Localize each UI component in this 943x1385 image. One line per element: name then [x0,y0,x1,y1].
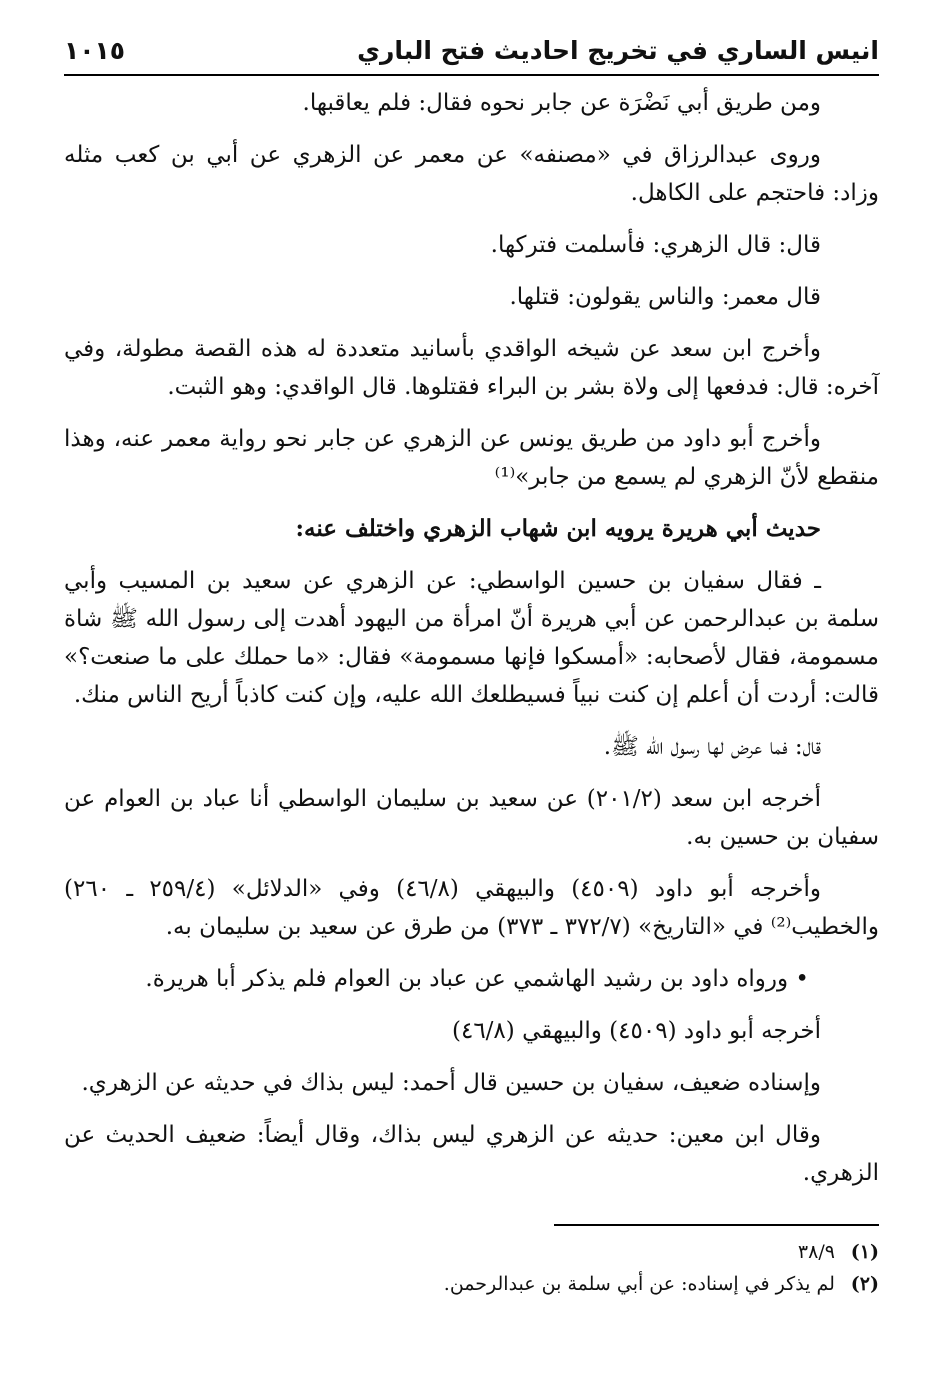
footnote [64,1268,879,1300]
paragraph: أخرجه أبو داود (٤٥٠٩) والبيهقي (٤٦/٨) [451,1018,821,1044]
bullet-paragraph: • ورواه داود بن رشيد الهاشمي عن عباد بن العوام فلم يذكر أبا هريرة. [145,966,809,992]
footnote-mark: (١) [850,1241,879,1263]
paragraph: أخرجه ابن سعد (٢٠١/٢) عن سعيد بن سليمان الواسطي أنا عباد بن العوام عن سفيان بن حسين به. [64,786,879,850]
footnote [64,1236,879,1268]
book-page [64,30,879,1360]
paragraph: وإسناده ضعيف، سفيان بن حسين قال أحمد: ليس بذاك في حديثه عن الزهري. [81,1070,821,1096]
footnote-text: لم يذكر في إسناده: عن أبي سلمة بن عبدالرحمن. [443,1273,835,1295]
paragraph: قال: فما عرض لها رسول الله ﷺ. [603,734,821,760]
main-text [64,84,879,1192]
section-heading: حديث أبي هريرة يرويه ابن شهاب الزهري واختلف عنه: [295,515,821,542]
paragraph: قال: قال الزهري: فأسلمت فتركها. [490,232,821,258]
page-number: ١٠١٥ [64,36,126,65]
footnote-text: ٣٨/٩ [797,1241,835,1263]
paragraph: وأخرجه أبو داود (٤٥٠٩) والبيهقي (٤٦/٨) وفي «الدلائل» (٢٥٩/٤ ـ ٢٦٠) والخطيب⁽²⁾ في «التاريخ» (٣٧٢/٧ ـ ٣٧٣) من طرق عن سعيد بن سليمان به. [64,876,879,940]
page-header [64,30,879,78]
header-rule [64,74,879,76]
footnote-rule [554,1224,879,1226]
paragraph: قال معمر: والناس يقولون: قتلها. [509,284,821,310]
running-title: انيس الساري في تخريج احاديث فتح الباري [357,36,879,65]
footnotes [64,1236,879,1300]
paragraph: وأخرج أبو داود من طريق يونس عن الزهري عن جابر نحو رواية معمر عنه، وهذا منقطع لأنّ الزهري لم يسمع من جابر»⁽¹⁾ [64,426,879,490]
paragraph: وقال ابن معين: حديثه عن الزهري ليس بذاك، وقال أيضاً: ضعيف الحديث عن الزهري. [64,1122,879,1186]
paragraph: وروى عبدالرزاق في «مصنفه» عن معمر عن الزهري عن أبي بن كعب مثله وزاد: فاحتجم على الكاهل. [64,142,879,206]
footnote-mark: (٢) [850,1273,879,1295]
paragraph: وأخرج ابن سعد عن شيخه الواقدي بأسانيد متعددة له هذه القصة مطولة، وفي آخره: قال: فدفعها إلى ولاة بشر بن البراء فقتلوها. قال الواقدي: وهو الثبت. [64,336,879,400]
paragraph: ـ فقال سفيان بن حسين الواسطي: عن الزهري عن سعيد بن المسيب وأبي سلمة بن عبدالرحمن عن أبي هريرة أنّ امرأة من اليهود أهدت إلى رسول الله ﷺ شاة مسمومة، فقال لأصحابه: «أمسكوا فإنها مسمومة» فقال: «ما حملك على ما صنعت؟» قالت: أردت أن أعلم إن كنت نبياً فسيطلعك الله عليه، وإن كنت كاذباً أريح الناس منك. [64,568,879,708]
paragraph: ومن طريق أبي نَضْرَة عن جابر نحوه فقال: فلم يعاقبها. [302,90,821,116]
